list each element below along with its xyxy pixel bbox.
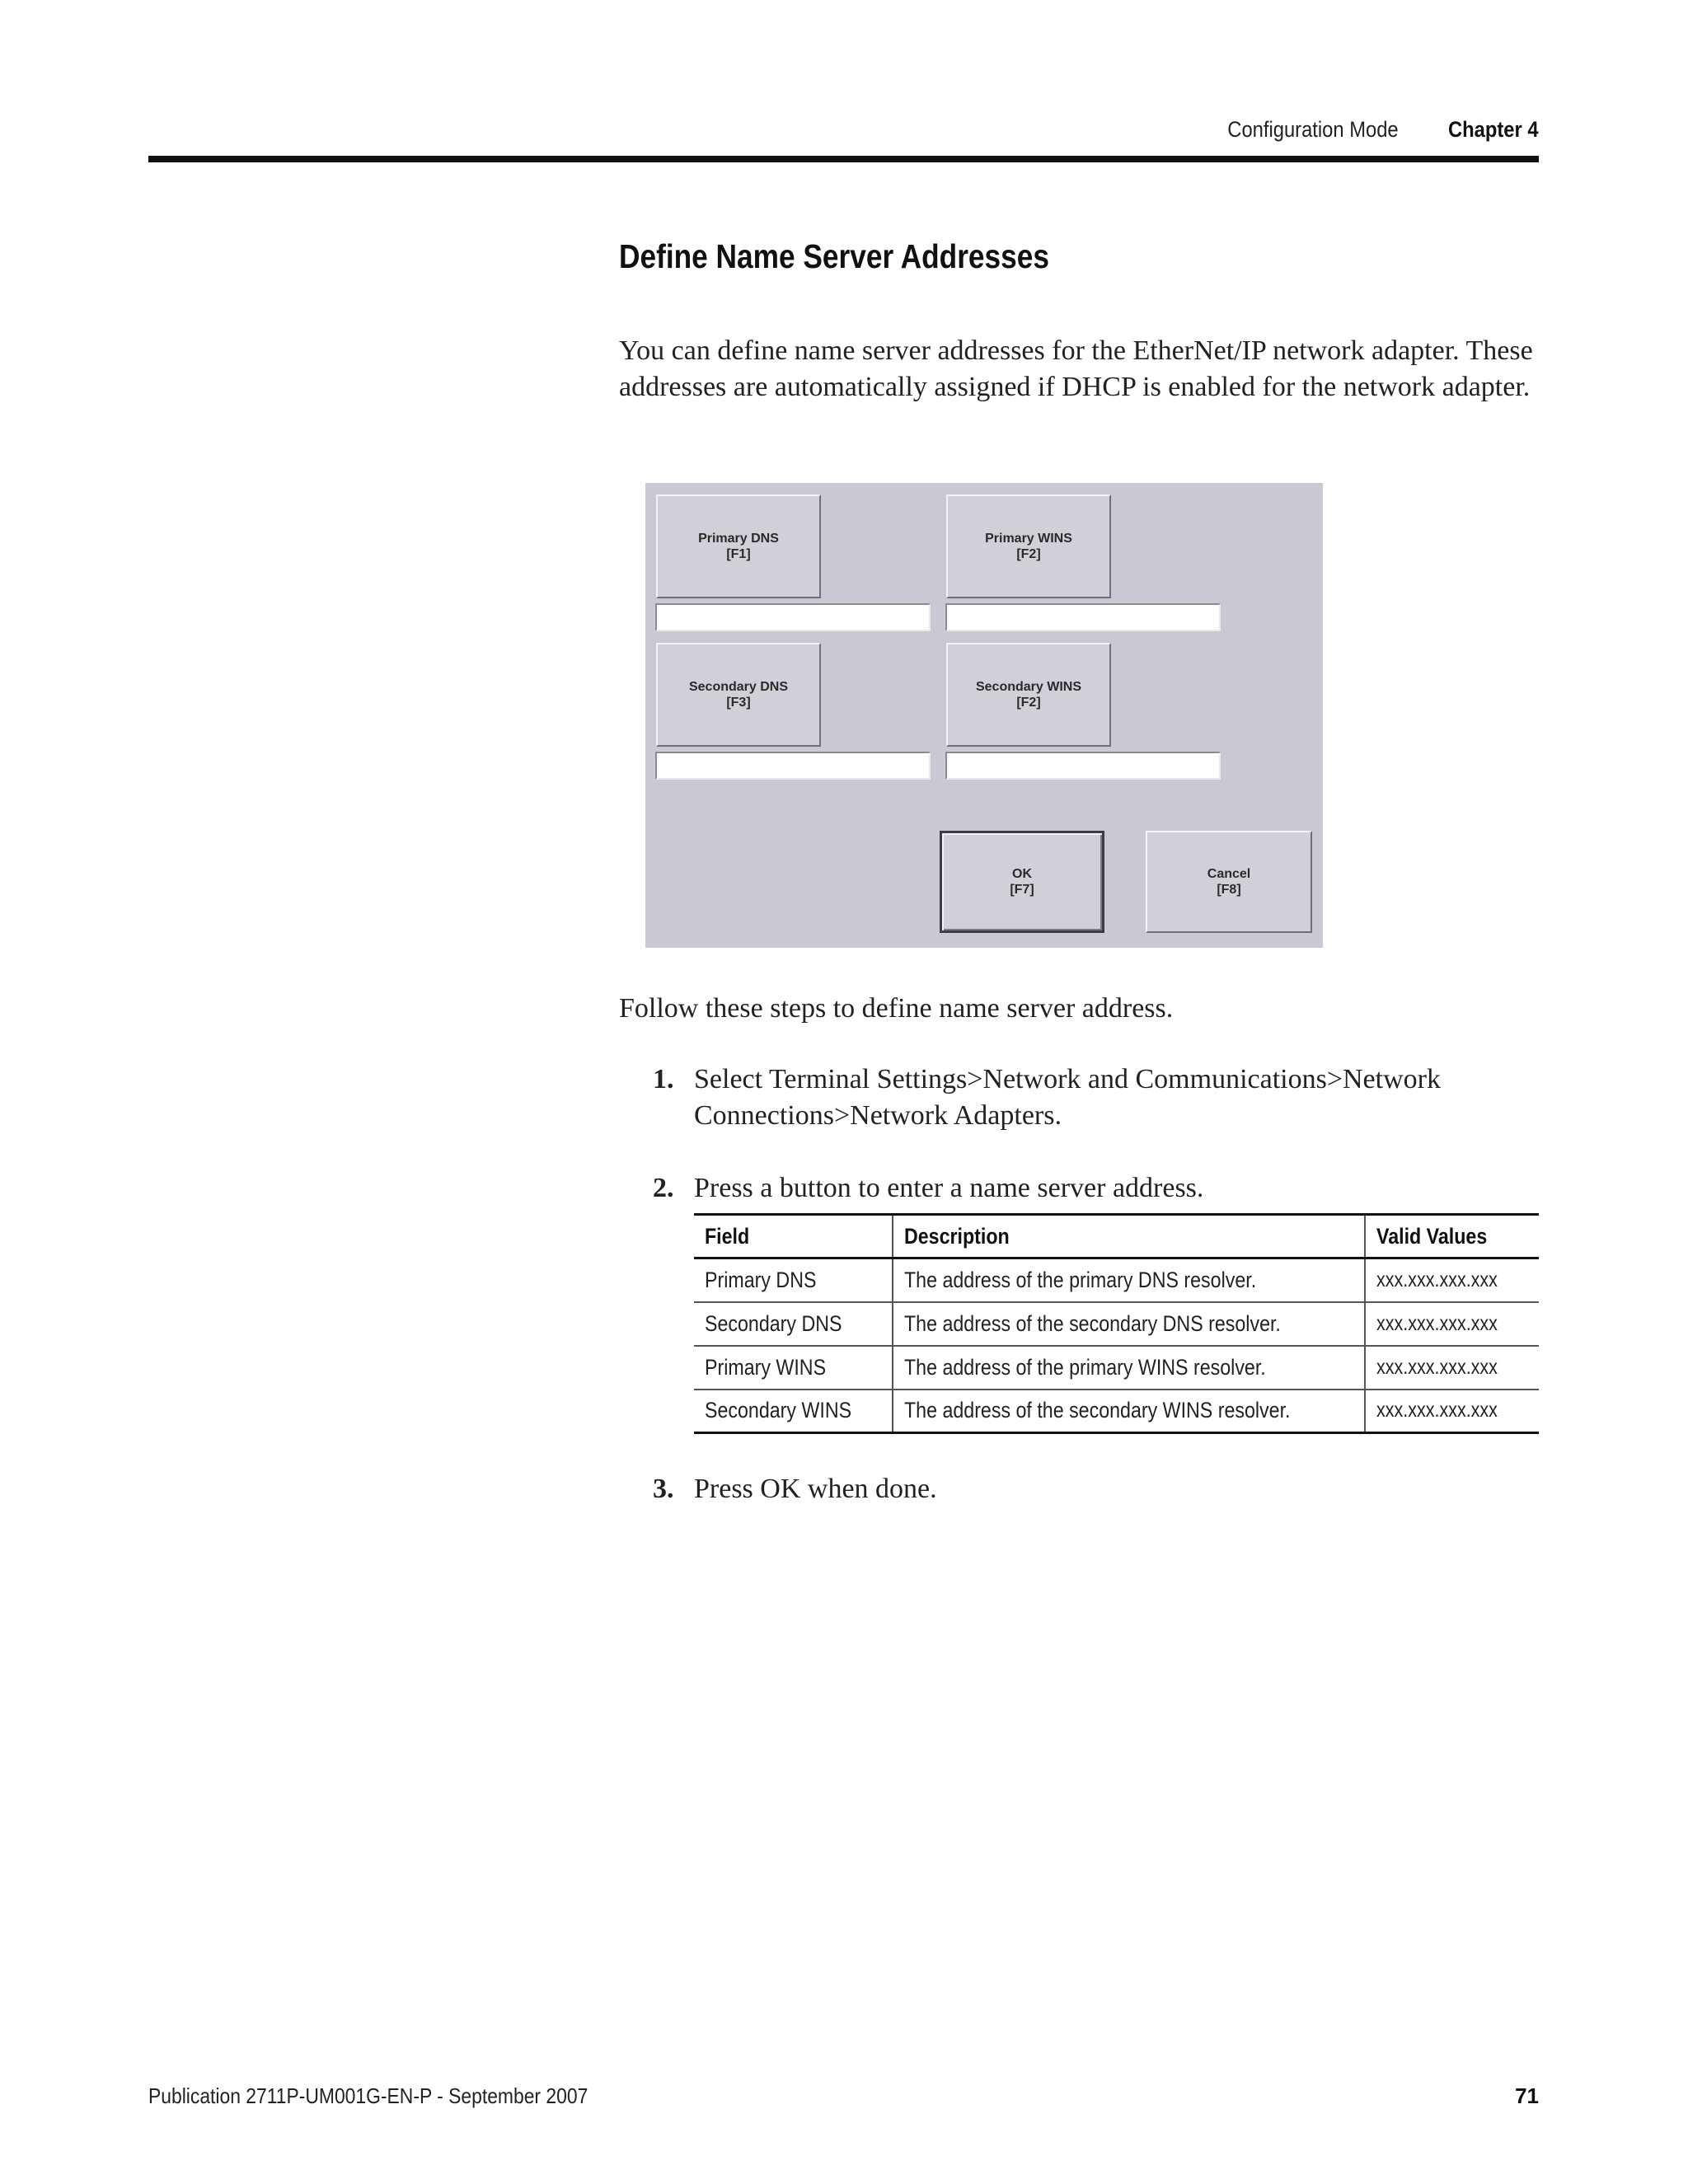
cell-valid-values: xxx.xxx.xxx.xxx (1365, 1346, 1539, 1390)
column-header-field: Field (694, 1215, 893, 1258)
step-text: Press a button to enter a name server address. (694, 1173, 1204, 1203)
header-section-title: Configuration Mode (1227, 117, 1399, 142)
ok-key: [F7] (1010, 883, 1034, 897)
cell-description: The address of the primary DNS resolver. (893, 1258, 1365, 1302)
secondary-dns-label: Secondary DNS (688, 680, 789, 694)
cell-valid-values: xxx.xxx.xxx.xxx (1365, 1302, 1539, 1346)
step-number: 3. (653, 1474, 674, 1504)
page-title: Define Name Server Addresses (619, 237, 1049, 275)
step-number: 1. (653, 1064, 674, 1094)
primary-dns-label: Primary DNS (698, 532, 779, 546)
primary-wins-label: Primary WINS (985, 532, 1072, 546)
column-header-description: Description (893, 1215, 1365, 1258)
ok-label: OK (1012, 867, 1032, 881)
secondary-wins-key: [F2] (1016, 696, 1041, 710)
primary-dns-field[interactable] (655, 603, 931, 631)
cell-field: Primary DNS (694, 1258, 893, 1302)
table-row (694, 1258, 1539, 1302)
secondary-dns-button[interactable] (656, 643, 821, 747)
step-text: Press OK when done. (694, 1474, 937, 1504)
intro-paragraph: You can define name server addresses for the EtherNet/IP network adapter. These addresses are automatically assigned if DHCP is enabled for the network adapter. (619, 335, 1533, 402)
running-header (148, 114, 1539, 147)
secondary-dns-field[interactable] (655, 752, 931, 780)
cell-valid-values: xxx.xxx.xxx.xxx (1365, 1390, 1539, 1433)
cell-field: Secondary WINS (694, 1390, 893, 1433)
secondary-wins-field[interactable] (945, 752, 1221, 780)
step-number: 2. (653, 1173, 674, 1203)
secondary-dns-key: [F3] (726, 696, 751, 710)
cell-description: The address of the primary WINS resolver. (893, 1346, 1365, 1390)
header-rule (148, 156, 1539, 162)
name-server-screen (645, 483, 1323, 948)
cell-description: The address of the secondary DNS resolver. (893, 1302, 1365, 1346)
cell-field: Secondary DNS (694, 1302, 893, 1346)
cell-valid-values: xxx.xxx.xxx.xxx (1365, 1258, 1539, 1302)
footer-publication: Publication 2711P-UM001G-EN-P - September 2007 (148, 2083, 588, 2108)
cancel-key: [F8] (1217, 883, 1241, 897)
primary-wins-field[interactable] (945, 603, 1221, 631)
primary-dns-key: [F1] (726, 547, 751, 561)
ok-button[interactable] (940, 831, 1104, 933)
table-row (694, 1346, 1539, 1390)
table-header-row (694, 1215, 1539, 1258)
cancel-button[interactable] (1146, 831, 1312, 933)
table-row (694, 1302, 1539, 1346)
cell-field: Primary WINS (694, 1346, 893, 1390)
step-text: Select Terminal Settings>Network and Communications>Network Connections>Network Adapters. (694, 1064, 1441, 1131)
primary-dns-button[interactable] (656, 494, 821, 598)
primary-wins-button[interactable] (946, 494, 1111, 598)
follow-steps-text: Follow these steps to define name server address. (619, 993, 1174, 1024)
primary-wins-key: [F2] (1016, 547, 1041, 561)
secondary-wins-button[interactable] (946, 643, 1111, 747)
column-header-valid-values: Valid Values (1365, 1215, 1539, 1258)
secondary-wins-label: Secondary WINS (975, 680, 1082, 694)
cell-description: The address of the secondary WINS resolver. (893, 1390, 1365, 1433)
page-number: 71 (1515, 2083, 1539, 2108)
header-chapter: Chapter 4 (1448, 117, 1539, 142)
table-row (694, 1390, 1539, 1433)
name-server-table (694, 1213, 1539, 1434)
cancel-label: Cancel (1207, 867, 1251, 881)
